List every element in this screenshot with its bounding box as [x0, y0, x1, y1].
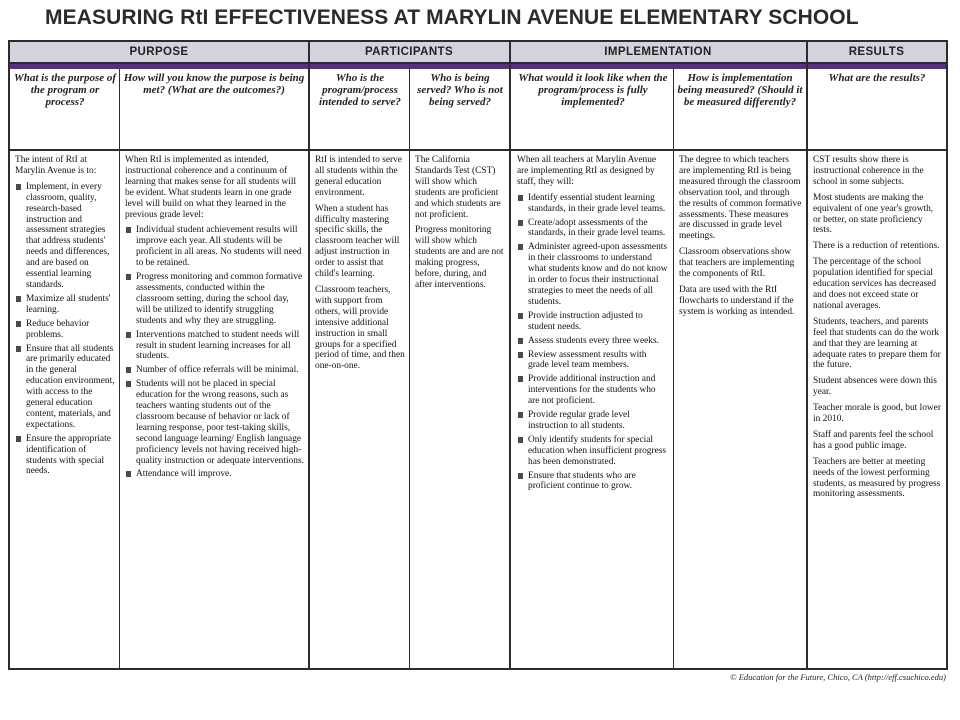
- question-intended: Who is the program/process intended to serve?: [319, 72, 401, 108]
- question-fully-implemented: What would it look like when the program/process is fully implemented?: [518, 72, 668, 108]
- header-participants: PARTICIPANTS: [309, 42, 509, 64]
- question-purpose: What is the purpose of the program or process?: [13, 72, 117, 108]
- list-item: Maximize all students' learning.: [15, 294, 115, 316]
- header-implementation: IMPLEMENTATION: [510, 42, 806, 64]
- header-results: RESULTS: [807, 42, 946, 64]
- list-item: Create/adopt assessments of the standards, in their grade level teams.: [517, 218, 669, 240]
- question-results: What are the results?: [828, 72, 926, 84]
- list-item: Ensure that all students are primarily educated in the general education environment, with access to the general education content, materials, and expectations.: [15, 344, 115, 431]
- divider-minor-2: [409, 69, 410, 668]
- page-title: MEASURING RtI EFFECTIVENESS AT MARYLIN AVENUE ELEMENTARY SCHOOL: [45, 6, 859, 29]
- measurement-para: Data are used with the RtI flowcharts to understand if the system is working as intended.: [679, 284, 795, 317]
- results-column: [810, 155, 945, 505]
- question-measured: How is implementation being measured? (Should it be measured differently?: [677, 72, 803, 108]
- list-item: Provide additional instruction and interventions for the students who are not proficient.: [517, 374, 669, 407]
- results-para: The percentage of the school population identified for special education services has decreased and does not exceed state or national averages.: [813, 257, 937, 311]
- intended-column: [312, 155, 408, 377]
- results-para: Students, teachers, and parents feel that students can do the work and that they are learning at adequate rates to prepare them for the future.: [813, 316, 941, 371]
- header-purpose: PURPOSE: [10, 42, 308, 64]
- purpose-column: [12, 155, 118, 480]
- implementation-column: [514, 155, 672, 495]
- measurement-para: The degree to which teachers are implementing RtI is being measured through the classroom observation tool, and through the results of common formative assessments. These measures are discussed in grade level meetings.: [679, 155, 802, 242]
- list-item: Identify essential student learning standards, in their grade level teams.: [517, 193, 669, 215]
- list-item: Ensure the appropriate identification of students with special needs.: [15, 434, 115, 478]
- results-para: Student absences were down this year.: [813, 376, 937, 398]
- intended-para: When a student has difficulty mastering specific skills, the classroom teacher will adjust instruction in order to assist that child's learning.: [315, 203, 400, 280]
- list-item: Provide instruction adjusted to student needs.: [517, 311, 669, 333]
- list-item: Ensure that students who are proficient continue to grow.: [517, 471, 669, 493]
- list-item: Assess students every three weeks.: [517, 336, 669, 347]
- divider-major-2: [509, 42, 511, 668]
- list-item: Interventions matched to student needs will result in student learning increases for all students.: [125, 330, 304, 363]
- served-para: The California Standards Test (CST) will show which students are proficient and which students are not proficient.: [415, 155, 501, 220]
- purpose-list: [15, 182, 115, 478]
- list-item: Attendance will improve.: [125, 469, 304, 480]
- served-para: Progress monitoring will show which students are and are not making progress, before, during, and after interventions.: [415, 225, 504, 290]
- served-column: [412, 155, 508, 296]
- measurement-column: [676, 155, 805, 323]
- outcomes-intro: When RtI is implemented as intended, instructional coherence and a continuum of learning that makes sense for all students will be evident. What students learn in one grade level will build on what they learned in the previous grade level:: [125, 155, 297, 220]
- question-served: Who is being served? Who is not being served?: [417, 72, 503, 108]
- purpose-intro: The intent of RtI at Marylin Avenue is to:: [15, 155, 97, 176]
- list-item: Individual student achievement results will improve each year. All students will be proficient in all areas. No students will need to be retained.: [125, 225, 304, 269]
- intended-para: RtI is intended to serve all students within the general education environment.: [315, 155, 402, 198]
- list-item: Administer agreed-upon assessments in their classrooms to understand what students know and do not know in order to focus their instructional strategies to meet the needs of all students.: [517, 242, 669, 307]
- implementation-list: [517, 193, 669, 493]
- results-para: There is a reduction of retentions.: [813, 241, 940, 252]
- divider-major-3: [806, 42, 808, 668]
- results-para: CST results show there is instructional coherence in the school in some subjects.: [813, 155, 924, 187]
- copyright-credit: © Education for the Future, Chico, CA (http://eff.csuchico.edu): [730, 672, 946, 682]
- divider-minor-3: [673, 69, 674, 668]
- divider-minor-1: [119, 69, 120, 668]
- list-item: Implement, in every classroom, quality, research-based instruction and assessment strategies that address students' needs and differences, and are based on essential learning standards.: [15, 182, 115, 291]
- results-para: Teachers are better at meeting needs of the lowest performing students, as measured by progress monitoring assessments.: [813, 456, 941, 500]
- divider-major-1: [308, 42, 310, 668]
- list-item: Number of office referrals will be minimal.: [125, 365, 304, 376]
- outcomes-list: [125, 225, 304, 480]
- measurement-para: Classroom observations show that teachers are implementing the components of RtI.: [679, 247, 795, 280]
- results-para: Teacher morale is good, but lower in 2010.: [813, 403, 941, 425]
- outcomes-column: [122, 155, 307, 483]
- question-outcomes: How will you know the purpose is being met? (What are the outcomes?): [123, 72, 305, 96]
- implementation-intro: When all teachers at Marylin Avenue are implementing RtI as designed by staff, they will:: [517, 155, 657, 187]
- results-para: Most students are making the equivalent of one year's growth, or better, on state proficiency tests.: [813, 192, 934, 236]
- list-item: Only identify students for special education when insufficient progress has been demonstrated.: [517, 435, 669, 468]
- list-item: Review assessment results with grade level team members.: [517, 350, 669, 372]
- intended-para: Classroom teachers, with support from others, will provide intensive additional instruction in small groups for a specified period of time, and then one-on-one.: [315, 284, 405, 372]
- list-item: Reduce behavior problems.: [15, 319, 115, 341]
- results-para: Staff and parents feel the school has a good public image.: [813, 429, 934, 451]
- list-item: Students will not be placed in special education for the wrong reasons, such as teachers wanting students out of the classroom because of behavior or lack of learning response, poor test-taking skills, second language learning/ English language proficiency levels not having received high-quality instruction or adequate interventions.: [125, 379, 304, 466]
- list-item: Provide regular grade level instruction to all students.: [517, 410, 669, 432]
- list-item: Progress monitoring and common formative assessments, conducted within the classroom setting, during the school day, will be utilized to identify struggling students and why they are struggling.: [125, 272, 304, 327]
